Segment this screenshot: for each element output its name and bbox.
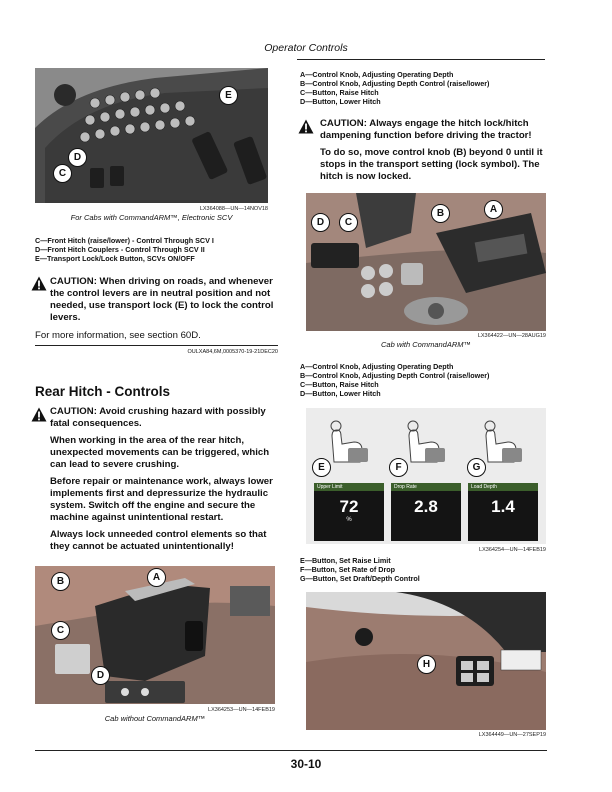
callout-e: E	[312, 458, 331, 477]
fig1-caption: For Cabs with CommandARM™, Electronic SCV	[70, 213, 233, 222]
hand-tap-icon	[391, 414, 451, 464]
hand-tap-icon	[468, 414, 528, 464]
fig4-photo-id: LX364253—UN—14FEB19	[208, 707, 275, 713]
legend-rear-hitch-1	[300, 70, 550, 106]
screen-title: Load Depth	[468, 483, 538, 491]
callout-e: E	[219, 86, 238, 105]
callout-d: D	[311, 213, 330, 232]
legend-item-f: F—Button, Set Rate of Drop	[300, 565, 396, 574]
caution-hitch-lock-text: CAUTION: Always engage the hitch lock/hitch dampening function before driving the tractor!	[320, 118, 532, 141]
callout-c: C	[53, 164, 72, 183]
legend-item-d: D—Button, Lower Hitch	[300, 389, 381, 398]
fig2-photo-id: LX364422—UN—28AUG19	[477, 333, 546, 339]
caution-paragraph-1: When working in the area of the rear hitch, unexpected movements can be triggered, which can lead to severe crushing.	[50, 435, 270, 470]
hand-tap-icon	[314, 414, 374, 464]
section-rule	[35, 345, 278, 346]
caution-crushing: CAUTION: Avoid crushing hazard with possibly fatal consequences.	[50, 406, 266, 429]
legend-item-d: D—Button, Lower Hitch	[300, 97, 381, 106]
cab-without-commandarm-photo	[35, 566, 275, 704]
screen-value: 1.4	[491, 497, 515, 516]
legend-item-d: D—Front Hitch Couplers - Control Through SCV II	[35, 245, 205, 254]
legend-item-a: A—Control Knob, Adjusting Operating Depth	[300, 70, 454, 79]
legend-item-e: E—Button, Set Raise Limit	[300, 556, 391, 565]
drop-rate-screen	[391, 483, 461, 541]
fig5-photo-id: LX364449—UN—27SEP19	[478, 732, 546, 738]
legend-rear-hitch-2	[300, 362, 550, 398]
legend-item-b: B—Control Knob, Adjusting Depth Control (raise/lower)	[300, 79, 490, 88]
caution-paragraph-2: Before repair or maintenance work, always lower implements first and depressurize the hydraulic system. Switch off the engine and secure the machine against unintentional restart.	[50, 476, 273, 523]
legend-item-e: E—Transport Lock/Lock Button, SCVs ON/OFF	[35, 254, 195, 263]
legend-item-b: B—Control Knob, Adjusting Depth Control (raise/lower)	[300, 371, 490, 380]
load-depth-screen	[468, 483, 538, 541]
fig3-photo-id: LX364254—UN—14FEB19	[479, 547, 546, 553]
callout-c: C	[339, 213, 358, 232]
display-settings-figure	[306, 408, 546, 544]
legend-front-hitch	[35, 236, 275, 263]
callout-d: D	[68, 148, 87, 167]
header-rule	[297, 59, 545, 60]
ref-code: OULXA84,6M,0005370-19-21DEC20	[187, 349, 278, 355]
fig4-caption: Cab without CommandARM™	[104, 714, 206, 723]
section-heading: Rear Hitch - Controls	[35, 384, 171, 399]
callout-a: A	[147, 568, 166, 587]
legend-item-c: C—Front Hitch (raise/lower) - Control Through SCV I	[35, 236, 214, 245]
screen-title: Upper Limit	[314, 483, 384, 491]
callout-d: D	[91, 666, 110, 685]
callout-c: C	[51, 621, 70, 640]
callout-a: A	[484, 200, 503, 219]
warning-icon	[31, 407, 47, 422]
callout-b: B	[431, 204, 450, 223]
legend-item-a: A—Control Knob, Adjusting Operating Depth	[300, 362, 454, 371]
screen-title: Drop Rate	[391, 483, 461, 491]
legend-display-buttons	[300, 556, 550, 583]
legend-item-g: G—Button, Set Draft/Depth Control	[300, 574, 420, 583]
fig2-caption: Cab with CommandARM™	[380, 340, 472, 349]
caution-paragraph-3: Always lock unneeded control elements so that they cannot be actuated unintentionally!	[50, 529, 267, 552]
caution-hitch-lock-instructions: To do so, move control knob (B) beyond 0 until it stops in the transport setting (lock symbol). The hitch is now locked.	[320, 147, 543, 182]
page-number: 30-10	[290, 757, 322, 771]
screen-value: 2.8	[414, 497, 438, 516]
commandarm-photo	[35, 68, 268, 203]
callout-g: G	[467, 458, 486, 477]
legend-item-c: C—Button, Raise Hitch	[300, 88, 379, 97]
screen-value: 72	[339, 497, 359, 516]
rear-fender-photo	[306, 592, 546, 730]
screen-unit: %	[346, 517, 352, 523]
page-header: Operator Controls	[264, 42, 348, 54]
caution-hitch-lock	[320, 118, 550, 188]
legend-item-c: C—Button, Raise Hitch	[300, 380, 379, 389]
fig1-photo-id: LX364088—UN—14NOV18	[199, 206, 268, 212]
upper-limit-screen	[314, 483, 384, 541]
callout-h: H	[417, 655, 436, 674]
caution-transport-lock: CAUTION: When driving on roads, and whenever the control levers are in neutral position and not needed, use transport lock (E) to lock the control levers.	[50, 276, 274, 323]
caution-rear-hitch	[50, 406, 280, 558]
warning-icon	[31, 276, 47, 291]
more-info-text: For more information, see section 60D.	[35, 330, 201, 341]
cab-with-commandarm-photo	[306, 193, 546, 331]
footer-rule	[35, 750, 547, 751]
callout-b: B	[51, 572, 70, 591]
callout-f: F	[389, 458, 408, 477]
warning-icon	[298, 119, 314, 134]
